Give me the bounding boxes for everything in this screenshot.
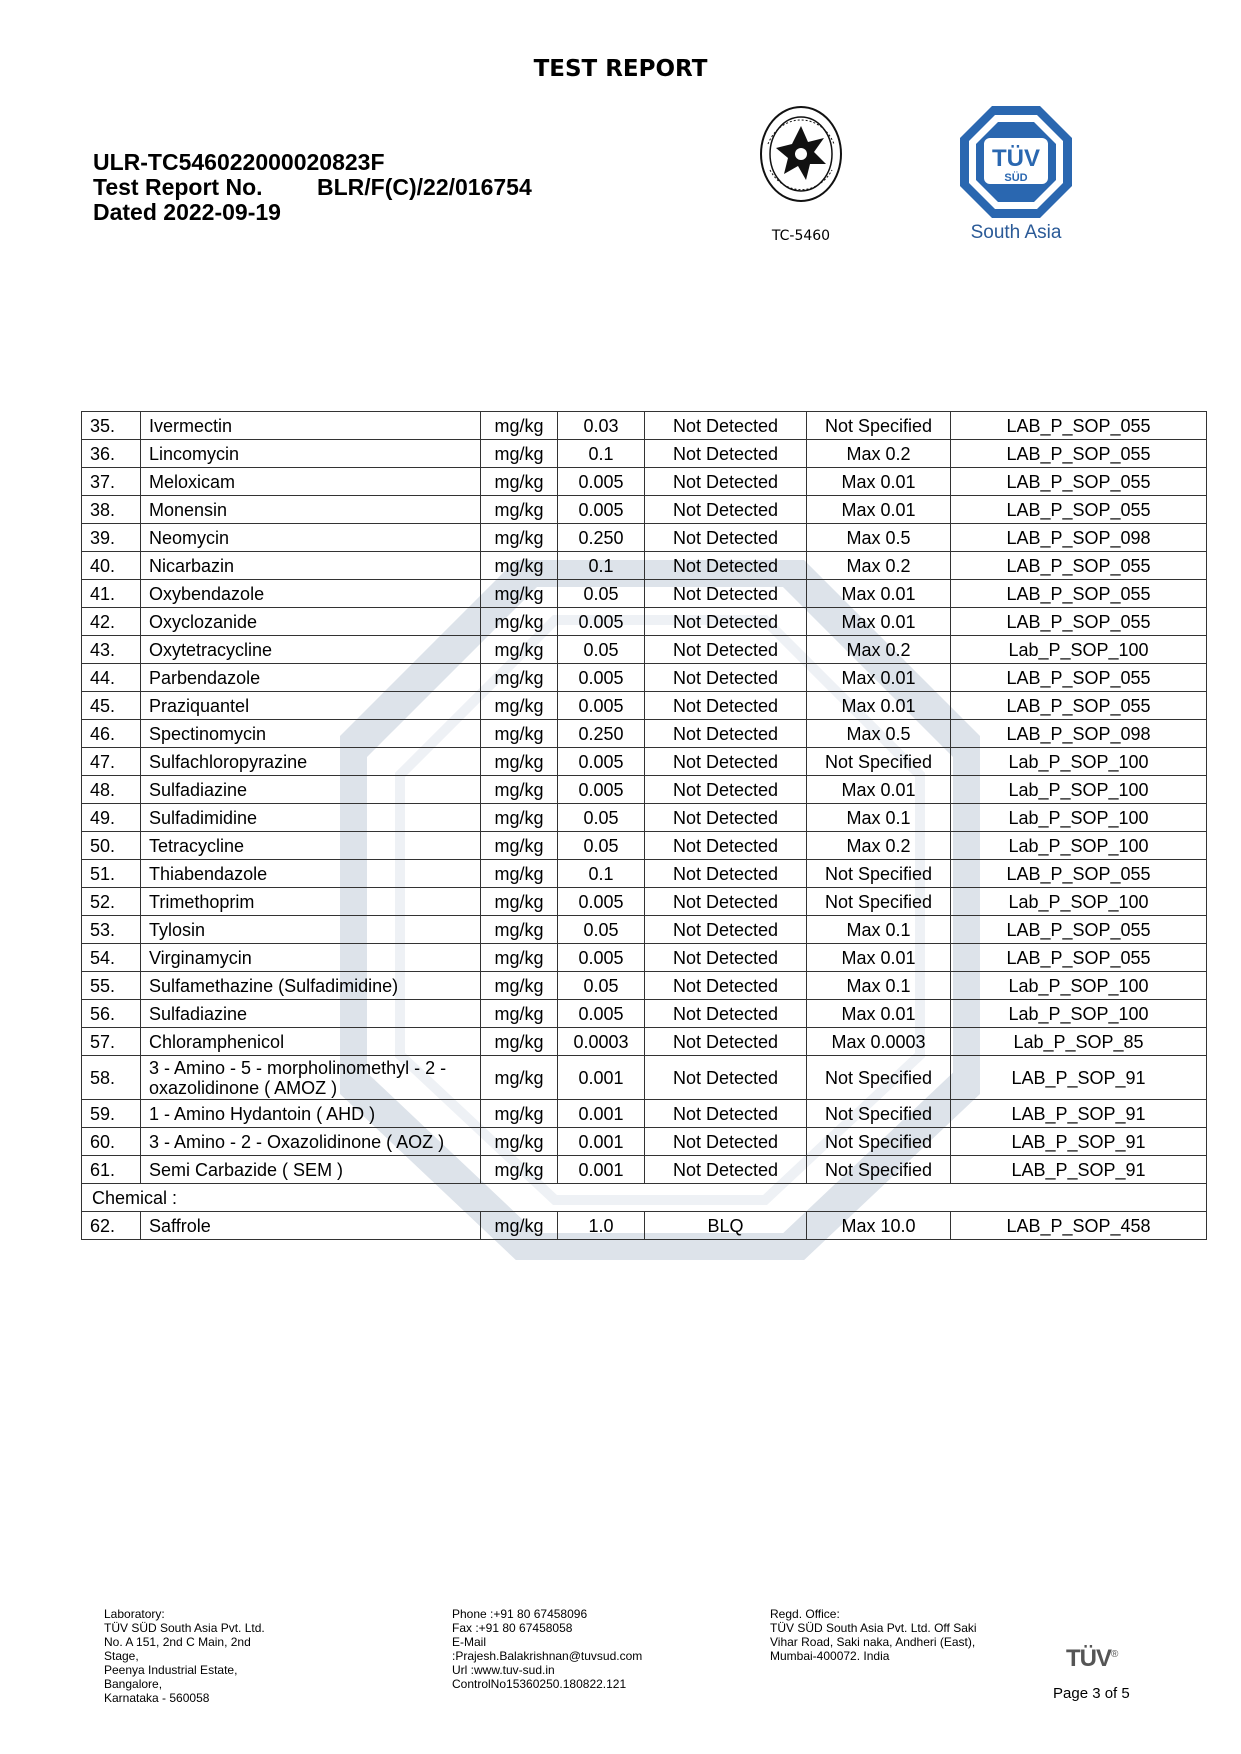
method-ref: LAB_P_SOP_098 <box>951 524 1207 552</box>
table-row <box>82 832 1207 860</box>
parameter-name: Thiabendazole <box>141 860 481 888</box>
method-ref: Lab_P_SOP_100 <box>951 972 1207 1000</box>
unit: mg/kg <box>481 664 558 692</box>
table-row <box>82 1000 1207 1028</box>
parameter-name: Saffrole <box>141 1212 481 1240</box>
section-label: Chemical : <box>82 1184 1207 1212</box>
parameter-name: Virginamycin <box>141 944 481 972</box>
result-value: Not Detected <box>645 1000 807 1028</box>
footer-laboratory: Laboratory: TÜV SÜD South Asia Pvt. Ltd. No. A 151, 2nd C Main, 2nd Stage, Peenya Industrial Estate, Bangalore, Karnataka - 560058 <box>104 1607 265 1705</box>
row-number: 40. <box>82 552 141 580</box>
loq-value: 0.1 <box>558 552 645 580</box>
parameter-name: 3 - Amino - 5 - morpholinomethyl - 2 - oxazolidinone ( AMOZ ) <box>141 1056 481 1100</box>
table-row <box>82 496 1207 524</box>
table-row <box>82 1028 1207 1056</box>
unit: mg/kg <box>481 412 558 440</box>
unit: mg/kg <box>481 720 558 748</box>
method-ref: LAB_P_SOP_055 <box>951 412 1207 440</box>
loq-value: 0.005 <box>558 496 645 524</box>
parameter-name: Monensin <box>141 496 481 524</box>
method-ref: LAB_P_SOP_055 <box>951 664 1207 692</box>
result-value: Not Detected <box>645 580 807 608</box>
parameter-name: Lincomycin <box>141 440 481 468</box>
table-row <box>82 720 1207 748</box>
method-ref: Lab_P_SOP_85 <box>951 1028 1207 1056</box>
nabl-seal-icon <box>756 104 846 214</box>
row-number: 48. <box>82 776 141 804</box>
method-ref: LAB_P_SOP_055 <box>951 860 1207 888</box>
table-row <box>82 1212 1207 1240</box>
footer-tuv-logo <box>1066 1645 1117 1673</box>
loq-value: 1.0 <box>558 1212 645 1240</box>
loq-value: 0.001 <box>558 1156 645 1184</box>
loq-value: 0.005 <box>558 664 645 692</box>
loq-value: 0.001 <box>558 1100 645 1128</box>
unit: mg/kg <box>481 580 558 608</box>
parameter-name: Semi Carbazide ( SEM ) <box>141 1156 481 1184</box>
limit-value: Not Specified <box>807 748 951 776</box>
section-row <box>82 1184 1207 1212</box>
row-number: 52. <box>82 888 141 916</box>
table-row <box>82 636 1207 664</box>
loq-value: 0.001 <box>558 1128 645 1156</box>
result-value: Not Detected <box>645 1028 807 1056</box>
row-number: 50. <box>82 832 141 860</box>
row-number: 47. <box>82 748 141 776</box>
result-value: Not Detected <box>645 412 807 440</box>
unit: mg/kg <box>481 608 558 636</box>
unit: mg/kg <box>481 748 558 776</box>
row-number: 39. <box>82 524 141 552</box>
tuv-region: South Asia <box>970 222 1062 243</box>
loq-value: 0.05 <box>558 580 645 608</box>
tuv-sud-logo-icon <box>958 104 1074 220</box>
limit-value: Max 0.01 <box>807 664 951 692</box>
unit: mg/kg <box>481 552 558 580</box>
parameter-name: Sulfamethazine (Sulfadimidine) <box>141 972 481 1000</box>
loq-value: 0.1 <box>558 860 645 888</box>
unit: mg/kg <box>481 1212 558 1240</box>
parameter-name: Chloramphenicol <box>141 1028 481 1056</box>
result-value: Not Detected <box>645 692 807 720</box>
result-value: Not Detected <box>645 664 807 692</box>
parameter-name: Trimethoprim <box>141 888 481 916</box>
results-table <box>81 411 1207 1240</box>
table-row <box>82 412 1207 440</box>
table-row <box>82 1056 1207 1100</box>
loq-value: 0.05 <box>558 916 645 944</box>
method-ref: LAB_P_SOP_91 <box>951 1156 1207 1184</box>
table-row <box>82 524 1207 552</box>
method-ref: LAB_P_SOP_055 <box>951 944 1207 972</box>
footer-office: Regd. Office: TÜV SÜD South Asia Pvt. Ltd. Off Saki Vihar Road, Saki naka, Andheri (East), Mumbai-400072. India <box>770 1607 977 1663</box>
unit: mg/kg <box>481 1028 558 1056</box>
method-ref: LAB_P_SOP_055 <box>951 496 1207 524</box>
result-value: Not Detected <box>645 1156 807 1184</box>
row-number: 42. <box>82 608 141 636</box>
row-number: 38. <box>82 496 141 524</box>
row-number: 54. <box>82 944 141 972</box>
table-row <box>82 1100 1207 1128</box>
row-number: 43. <box>82 636 141 664</box>
result-value: Not Detected <box>645 720 807 748</box>
limit-value: Max 0.1 <box>807 804 951 832</box>
table-row <box>82 608 1207 636</box>
loq-value: 0.005 <box>558 944 645 972</box>
table-row <box>82 944 1207 972</box>
parameter-name: Sulfadiazine <box>141 776 481 804</box>
tuv-logo-sub: SÜD <box>1004 172 1028 184</box>
loq-value: 0.005 <box>558 888 645 916</box>
limit-value: Not Specified <box>807 1128 951 1156</box>
parameter-name: Tylosin <box>141 916 481 944</box>
table-row <box>82 552 1207 580</box>
limit-value: Max 0.01 <box>807 468 951 496</box>
loq-value: 0.001 <box>558 1056 645 1100</box>
result-value: Not Detected <box>645 972 807 1000</box>
row-number: 55. <box>82 972 141 1000</box>
method-ref: LAB_P_SOP_055 <box>951 916 1207 944</box>
limit-value: Not Specified <box>807 1156 951 1184</box>
report-number-label: Test Report No. <box>93 174 263 200</box>
result-value: Not Detected <box>645 524 807 552</box>
row-number: 36. <box>82 440 141 468</box>
row-number: 45. <box>82 692 141 720</box>
method-ref: Lab_P_SOP_100 <box>951 888 1207 916</box>
table-row <box>82 468 1207 496</box>
parameter-name: Meloxicam <box>141 468 481 496</box>
method-ref: LAB_P_SOP_91 <box>951 1100 1207 1128</box>
method-ref: LAB_P_SOP_055 <box>951 468 1207 496</box>
parameter-name: 1 - Amino Hydantoin ( AHD ) <box>141 1100 481 1128</box>
unit: mg/kg <box>481 1100 558 1128</box>
unit: mg/kg <box>481 440 558 468</box>
row-number: 56. <box>82 1000 141 1028</box>
limit-value: Max 0.2 <box>807 832 951 860</box>
loq-value: 0.03 <box>558 412 645 440</box>
method-ref: LAB_P_SOP_055 <box>951 552 1207 580</box>
loq-value: 0.250 <box>558 524 645 552</box>
result-value: Not Detected <box>645 496 807 524</box>
result-value: Not Detected <box>645 944 807 972</box>
table-row <box>82 440 1207 468</box>
result-value: Not Detected <box>645 860 807 888</box>
limit-value: Max 0.01 <box>807 1000 951 1028</box>
report-date: Dated 2022-09-19 <box>93 199 281 225</box>
result-value: Not Detected <box>645 804 807 832</box>
row-number: 37. <box>82 468 141 496</box>
row-number: 62. <box>82 1212 141 1240</box>
method-ref: Lab_P_SOP_100 <box>951 1000 1207 1028</box>
parameter-name: Ivermectin <box>141 412 481 440</box>
report-number-line <box>93 175 532 200</box>
table-row <box>82 776 1207 804</box>
table-row <box>82 888 1207 916</box>
limit-value: Max 0.01 <box>807 496 951 524</box>
row-number: 60. <box>82 1128 141 1156</box>
row-number: 44. <box>82 664 141 692</box>
limit-value: Max 0.01 <box>807 944 951 972</box>
limit-value: Not Specified <box>807 860 951 888</box>
loq-value: 0.05 <box>558 804 645 832</box>
unit: mg/kg <box>481 636 558 664</box>
ulr-number: ULR-TC546022000020823F <box>93 149 385 175</box>
result-value: BLQ <box>645 1212 807 1240</box>
footer-logo-mark: ® <box>1111 1649 1118 1660</box>
loq-value: 0.005 <box>558 692 645 720</box>
result-value: Not Detected <box>645 552 807 580</box>
footer-logo-brand: TÜV <box>1066 1645 1111 1672</box>
parameter-name: Sulfachloropyrazine <box>141 748 481 776</box>
limit-value: Max 0.2 <box>807 552 951 580</box>
limit-value: Max 0.01 <box>807 776 951 804</box>
method-ref: LAB_P_SOP_055 <box>951 440 1207 468</box>
table-row <box>82 916 1207 944</box>
parameter-name: Nicarbazin <box>141 552 481 580</box>
loq-value: 0.005 <box>558 776 645 804</box>
method-ref: Lab_P_SOP_100 <box>951 636 1207 664</box>
result-value: Not Detected <box>645 636 807 664</box>
parameter-name: Spectinomycin <box>141 720 481 748</box>
unit: mg/kg <box>481 804 558 832</box>
table-row <box>82 1128 1207 1156</box>
unit: mg/kg <box>481 832 558 860</box>
page-title: TEST REPORT <box>533 56 708 82</box>
table-row <box>82 1156 1207 1184</box>
row-number: 57. <box>82 1028 141 1056</box>
loq-value: 0.05 <box>558 636 645 664</box>
table-row <box>82 748 1207 776</box>
loq-value: 0.05 <box>558 972 645 1000</box>
row-number: 46. <box>82 720 141 748</box>
limit-value: Max 0.0003 <box>807 1028 951 1056</box>
loq-value: 0.0003 <box>558 1028 645 1056</box>
unit: mg/kg <box>481 496 558 524</box>
unit: mg/kg <box>481 972 558 1000</box>
method-ref: LAB_P_SOP_098 <box>951 720 1207 748</box>
unit: mg/kg <box>481 860 558 888</box>
loq-value: 0.005 <box>558 748 645 776</box>
report-header <box>93 150 532 225</box>
row-number: 53. <box>82 916 141 944</box>
limit-value: Max 0.01 <box>807 608 951 636</box>
limit-value: Max 0.01 <box>807 692 951 720</box>
row-number: 35. <box>82 412 141 440</box>
parameter-name: Sulfadimidine <box>141 804 481 832</box>
row-number: 61. <box>82 1156 141 1184</box>
method-ref: Lab_P_SOP_100 <box>951 776 1207 804</box>
table-row <box>82 860 1207 888</box>
parameter-name: Praziquantel <box>141 692 481 720</box>
limit-value: Max 0.5 <box>807 524 951 552</box>
table-row <box>82 804 1207 832</box>
method-ref: LAB_P_SOP_055 <box>951 608 1207 636</box>
nabl-code: TC-5460 <box>771 228 831 244</box>
unit: mg/kg <box>481 468 558 496</box>
method-ref: Lab_P_SOP_100 <box>951 832 1207 860</box>
result-value: Not Detected <box>645 916 807 944</box>
report-number: BLR/F(C)/22/016754 <box>317 174 532 200</box>
method-ref: LAB_P_SOP_458 <box>951 1212 1207 1240</box>
limit-value: Max 0.2 <box>807 440 951 468</box>
row-number: 58. <box>82 1056 141 1100</box>
table-row <box>82 580 1207 608</box>
row-number: 59. <box>82 1100 141 1128</box>
unit: mg/kg <box>481 1000 558 1028</box>
result-value: Not Detected <box>645 440 807 468</box>
parameter-name: Parbendazole <box>141 664 481 692</box>
loq-value: 0.05 <box>558 832 645 860</box>
limit-value: Not Specified <box>807 888 951 916</box>
limit-value: Max 0.1 <box>807 972 951 1000</box>
limit-value: Max 0.1 <box>807 916 951 944</box>
tuv-logo-brand: TÜV <box>992 145 1040 172</box>
method-ref: LAB_P_SOP_055 <box>951 692 1207 720</box>
parameter-name: 3 - Amino - 2 - Oxazolidinone ( AOZ ) <box>141 1128 481 1156</box>
unit: mg/kg <box>481 1156 558 1184</box>
unit: mg/kg <box>481 888 558 916</box>
limit-value: Max 0.2 <box>807 636 951 664</box>
method-ref: LAB_P_SOP_91 <box>951 1056 1207 1100</box>
method-ref: LAB_P_SOP_055 <box>951 580 1207 608</box>
unit: mg/kg <box>481 1056 558 1100</box>
unit: mg/kg <box>481 944 558 972</box>
result-value: Not Detected <box>645 1100 807 1128</box>
row-number: 49. <box>82 804 141 832</box>
unit: mg/kg <box>481 776 558 804</box>
loq-value: 0.250 <box>558 720 645 748</box>
page-number: Page 3 of 5 <box>1053 1685 1130 1702</box>
footer-contact: Phone :+91 80 67458096 Fax :+91 80 67458058 E-Mail :Prajesh.Balakrishnan@tuvsud.com Url :www.tuv-sud.in ControlNo15360250.180822.121 <box>452 1607 643 1691</box>
result-value: Not Detected <box>645 776 807 804</box>
method-ref: LAB_P_SOP_91 <box>951 1128 1207 1156</box>
result-value: Not Detected <box>645 888 807 916</box>
table-row <box>82 972 1207 1000</box>
table-row <box>82 664 1207 692</box>
result-value: Not Detected <box>645 1056 807 1100</box>
limit-value: Max 10.0 <box>807 1212 951 1240</box>
result-value: Not Detected <box>645 748 807 776</box>
parameter-name: Oxytetracycline <box>141 636 481 664</box>
parameter-name: Oxybendazole <box>141 580 481 608</box>
parameter-name: Neomycin <box>141 524 481 552</box>
row-number: 41. <box>82 580 141 608</box>
limit-value: Max 0.5 <box>807 720 951 748</box>
result-value: Not Detected <box>645 832 807 860</box>
loq-value: 0.005 <box>558 468 645 496</box>
method-ref: Lab_P_SOP_100 <box>951 748 1207 776</box>
table-row <box>82 692 1207 720</box>
parameter-name: Tetracycline <box>141 832 481 860</box>
unit: mg/kg <box>481 692 558 720</box>
limit-value: Not Specified <box>807 1100 951 1128</box>
result-value: Not Detected <box>645 468 807 496</box>
limit-value: Not Specified <box>807 1056 951 1100</box>
limit-value: Max 0.01 <box>807 580 951 608</box>
parameter-name: Oxyclozanide <box>141 608 481 636</box>
loq-value: 0.1 <box>558 440 645 468</box>
row-number: 51. <box>82 860 141 888</box>
loq-value: 0.005 <box>558 608 645 636</box>
unit: mg/kg <box>481 524 558 552</box>
loq-value: 0.005 <box>558 1000 645 1028</box>
unit: mg/kg <box>481 1128 558 1156</box>
unit: mg/kg <box>481 916 558 944</box>
result-value: Not Detected <box>645 1128 807 1156</box>
limit-value: Not Specified <box>807 412 951 440</box>
parameter-name: Sulfadiazine <box>141 1000 481 1028</box>
result-value: Not Detected <box>645 608 807 636</box>
method-ref: Lab_P_SOP_100 <box>951 804 1207 832</box>
results-body <box>82 412 1207 1240</box>
